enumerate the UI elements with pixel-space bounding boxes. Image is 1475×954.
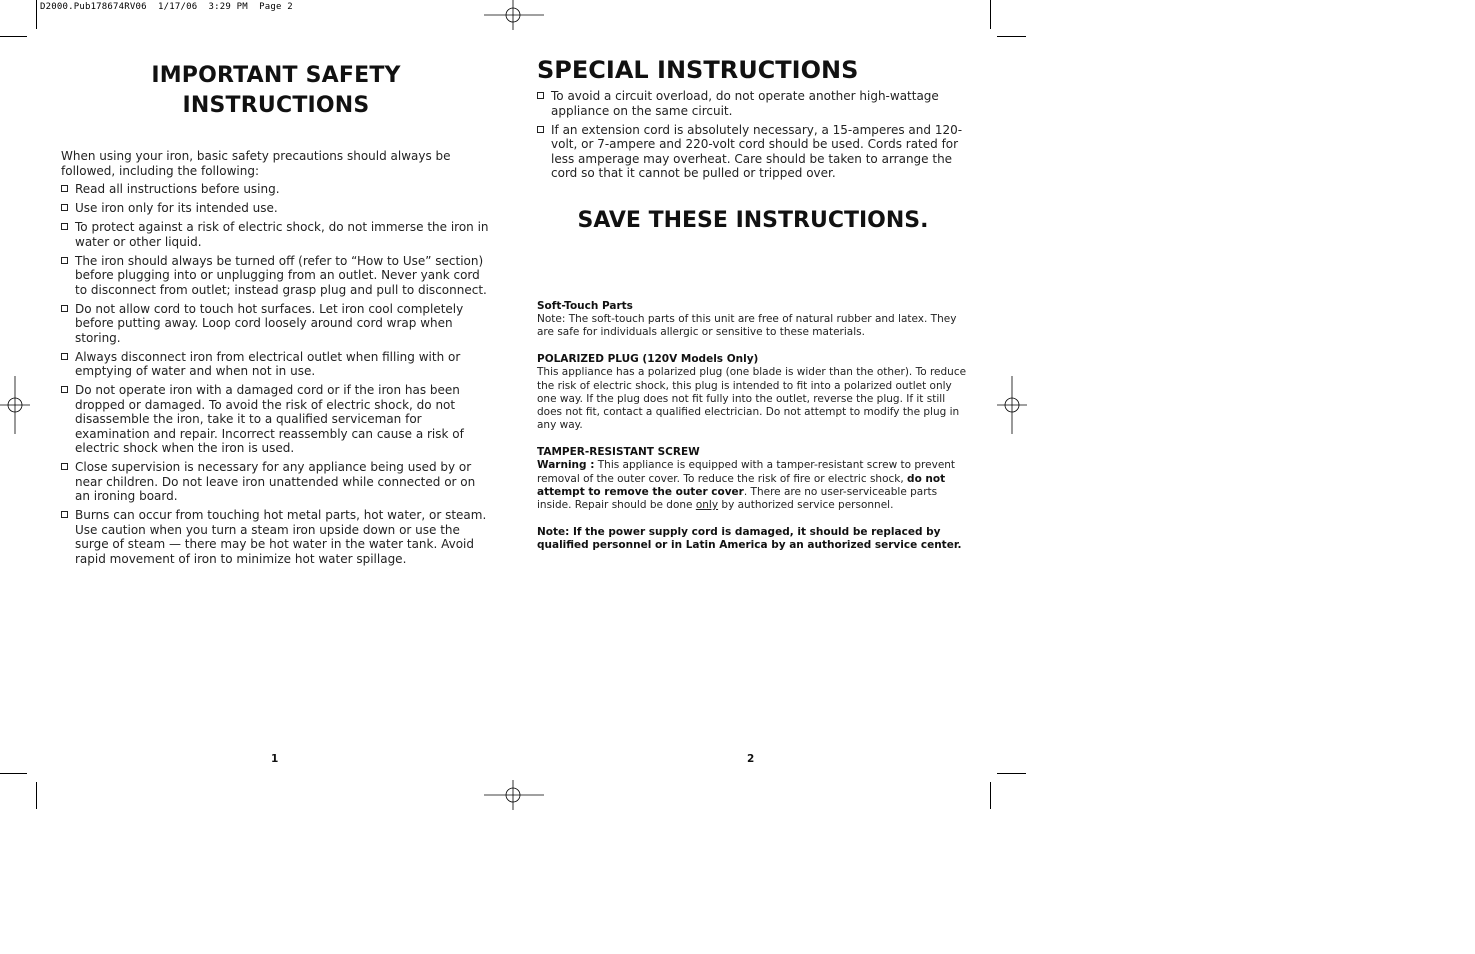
list-item: Close supervision is necessary for any appliance being used by or near children. Do not leave iron unattended while connected or on an ironing board. — [61, 460, 491, 504]
registration-mark-right — [997, 376, 1027, 434]
list-item: Do not operate iron with a damaged cord or if the iron has been dropped or damaged. To avoid the risk of electric shock, do not disassemble the iron, take it to a qualified serviceman for examination and repair. Incorrect reassembly can cause a risk of electric shock when the iron is used. — [61, 383, 491, 456]
soft-touch-title: Soft-Touch Parts — [537, 300, 633, 312]
save-instructions-heading: SAVE THESE INSTRUCTIONS. — [577, 207, 929, 233]
crop-mark — [997, 36, 1026, 37]
crop-mark — [990, 782, 991, 809]
notes-section — [537, 300, 969, 553]
list-item: The iron should always be turned off (refer to “How to Use” section) before plugging into or unplugging from an outlet. Never yank cord to disconnect from outlet; instead grasp plug and pull to disconnect. — [61, 254, 491, 298]
do-not-remove-text: do not attempt to remove the outer cover — [537, 472, 946, 498]
tamper-screw-title: TAMPER-RESISTANT SCREW — [537, 446, 700, 459]
checkbox-icon — [537, 92, 544, 99]
crop-mark — [0, 773, 27, 774]
list-item: Do not allow cord to touch hot surfaces. Let iron cool completely before putting away. Loop cord loosely around cord wrap when storing. — [61, 302, 491, 346]
checkbox-icon — [61, 223, 68, 230]
safety-title-line1: IMPORTANT SAFETY — [151, 63, 401, 88]
page-number-1: 1 — [271, 753, 279, 765]
list-item: To protect against a risk of electric shock, do not immerse the iron in water or other liquid. — [61, 220, 491, 249]
crop-mark — [997, 773, 1026, 774]
safety-intro: When using your iron, basic safety precautions should always be followed, including the following: — [61, 149, 451, 178]
checkbox-icon — [61, 386, 68, 393]
list-item: If an extension cord is absolutely necessary, a 15-amperes and 120-volt, or 7-ampere and 220-volt cord should be used. Cords rated for less amperage may overheat. Care should be taken to arrange the cord so that it cannot be pulled or tripped over. — [537, 123, 969, 181]
page-number-2: 2 — [747, 753, 755, 765]
crop-mark — [990, 0, 991, 29]
registration-mark-top — [484, 0, 544, 30]
special-list — [537, 89, 969, 181]
checkbox-icon — [61, 511, 68, 518]
crop-mark — [0, 36, 27, 37]
only-underlined: only — [695, 499, 719, 512]
power-cord-note: Note: If the power supply cord is damaged, it should be replaced by qualified personnel or in Latin America by an authorized service center. — [537, 526, 962, 552]
safety-title-line2: INSTRUCTIONS — [182, 93, 370, 118]
special-title: SPECIAL INSTRUCTIONS — [537, 56, 859, 84]
warning-label: Warning : — [537, 459, 595, 472]
checkbox-icon — [61, 353, 68, 360]
registration-mark-bottom — [484, 780, 544, 810]
crop-mark — [36, 782, 37, 809]
list-item: Burns can occur from touching hot metal parts, hot water, or steam. Use caution when you turn a steam iron upside down or use the surge of steam — there may be hot water in the water tank. Avoid rapid movement of iron to minimize hot water spillage. — [61, 508, 491, 566]
checkbox-icon — [61, 305, 68, 312]
checkbox-icon — [61, 257, 68, 264]
safety-instructions-column — [61, 61, 491, 571]
list-item: Use iron only for its intended use. — [61, 201, 491, 216]
soft-touch-body: Note: The soft-touch parts of this unit are free of natural rubber and latex. They are safe for individuals allergic or sensitive to these materials. — [537, 313, 957, 339]
checkbox-icon — [537, 126, 544, 133]
special-instructions-column — [537, 54, 969, 236]
safety-title — [61, 61, 491, 121]
checkbox-icon — [61, 463, 68, 470]
list-item: Always disconnect iron from electrical outlet when filling with or emptying of water and when not in use. — [61, 350, 491, 379]
polarized-plug-title: POLARIZED PLUG (120V Models Only) — [537, 353, 759, 366]
checkbox-icon — [61, 204, 68, 211]
tamper-screw-body: Warning : This appliance is equipped with a tamper-resistant screw to prevent removal of the outer cover. To reduce the risk of fire or electric shock, do not attempt to remove the outer cover. There are no user-serviceable parts inside. Repair should be done only by authorized service personnel. — [537, 459, 956, 512]
list-item: To avoid a circuit overload, do not operate another high-wattage appliance on the same circuit. — [537, 89, 969, 118]
print-slug: D2000.Pub178674RV06 1/17/06 3:29 PM Page 2 — [40, 2, 293, 12]
list-item: Read all instructions before using. — [61, 182, 491, 197]
checkbox-icon — [61, 185, 68, 192]
safety-list — [61, 182, 491, 566]
crop-mark — [36, 0, 37, 29]
registration-mark-left — [0, 376, 30, 434]
polarized-plug-body: This appliance has a polarized plug (one blade is wider than the other). To reduce the risk of electric shock, this plug is intended to fit into a polarized outlet only one way. If the plug does not fit fully into the outlet, reverse the plug. If it still does not fit, contact a qualified electrician. Do not attempt to modify the plug in any way. — [537, 366, 967, 432]
